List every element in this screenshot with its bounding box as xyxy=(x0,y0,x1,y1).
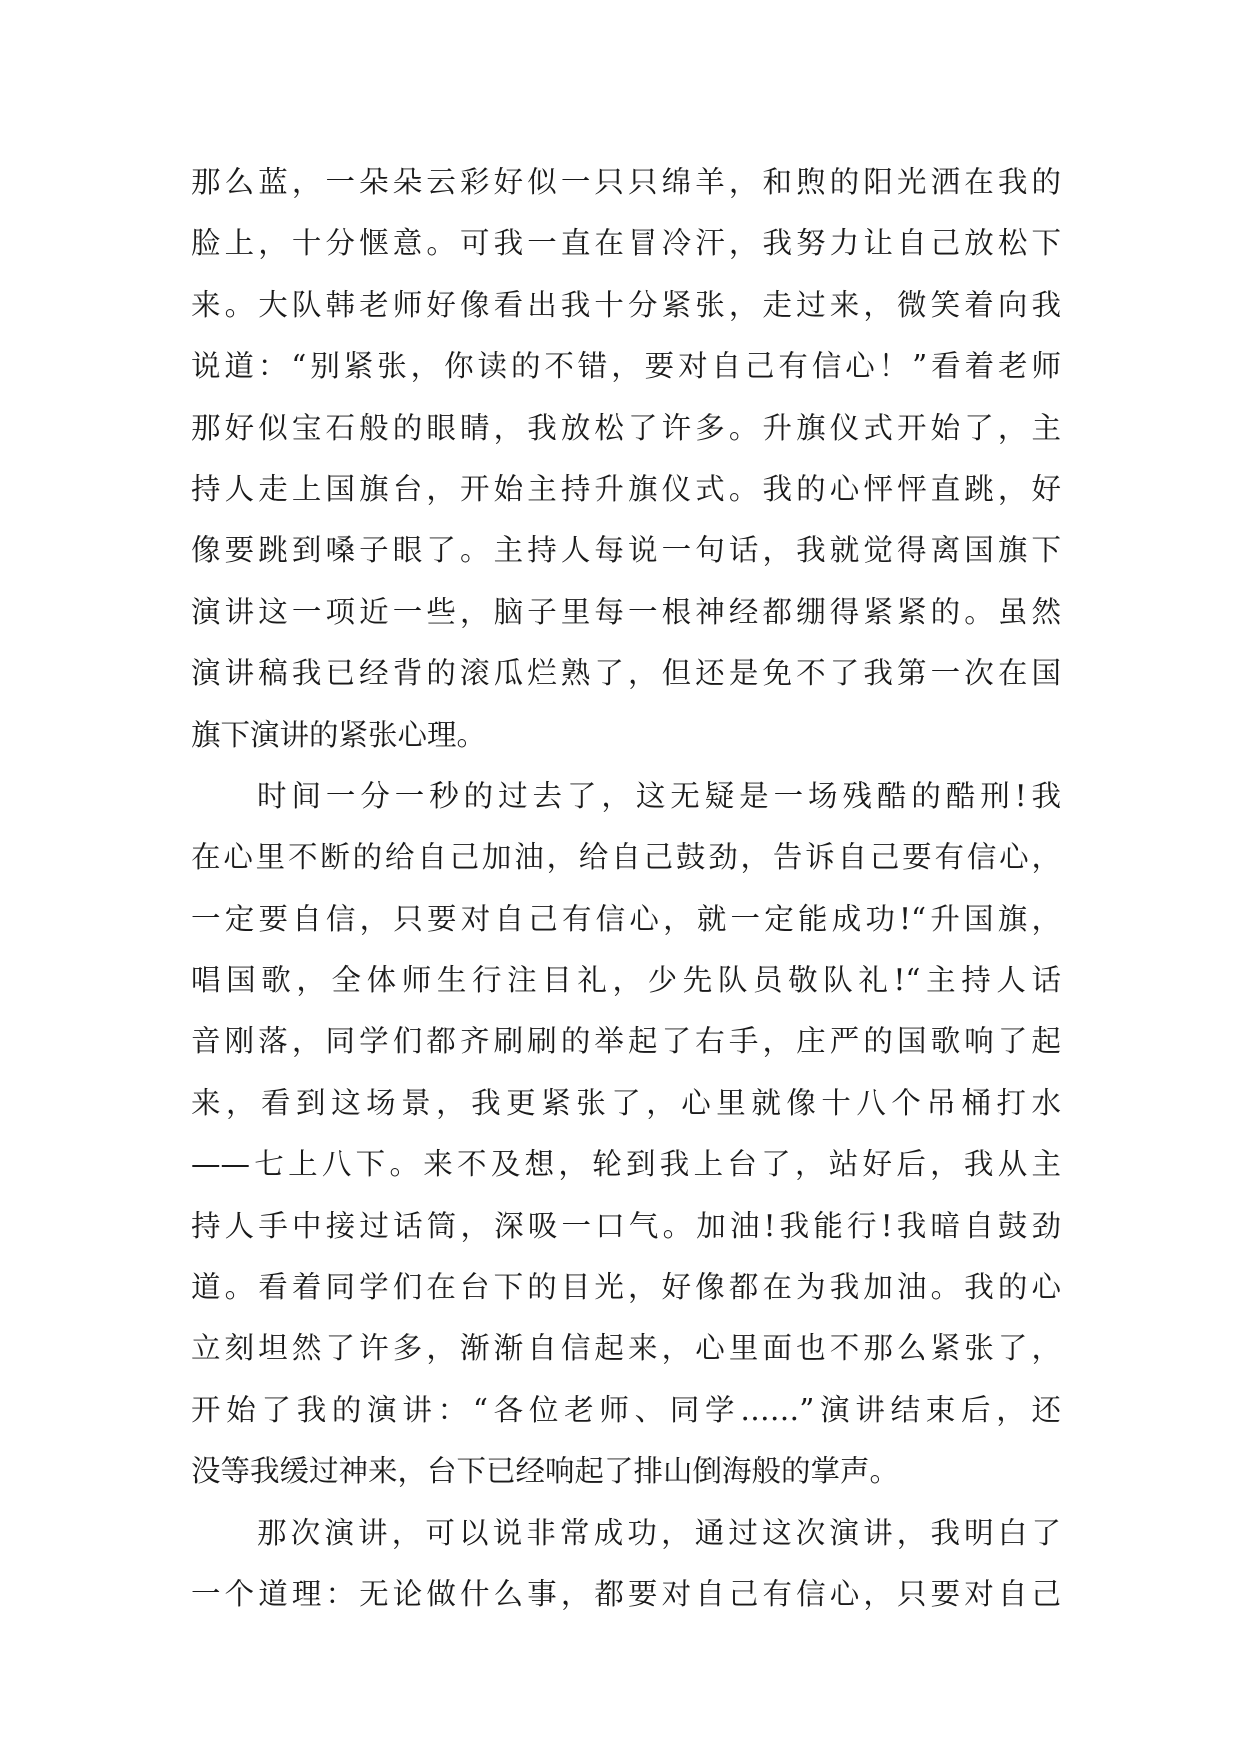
text-line: 那么蓝，一朵朵云彩好似一只只绵羊，和煦的阳光洒在我的 xyxy=(191,165,1061,199)
body-text xyxy=(191,152,1061,1625)
text-line: 脸上，十分惬意。可我一直在冒冷汗，我努力让自己放松下 xyxy=(191,226,1061,261)
text-line: 来。大队韩老师好像看出我十分紧张，走过来，微笑着向我 xyxy=(191,287,1061,322)
text-line: 演讲稿我已经背的滚瓜烂熟了，但还是免不了我第一次在国 xyxy=(191,656,1061,691)
text-line: 来，看到这场景，我更紧张了，心里就像十八个吊桶打水 xyxy=(191,1085,1061,1120)
text-line: 开始了我的演讲：“各位老师、同学……”演讲结束后，还 xyxy=(191,1392,1061,1427)
paragraph-end-line: 旗下演讲的紧张心理。 xyxy=(191,717,487,752)
text-line: 像要跳到嗓子眼了。主持人每说一句话，我就觉得离国旗下 xyxy=(191,533,1061,568)
text-line: 道。看着同学们在台下的目光，好像都在为我加油。我的心 xyxy=(191,1270,1061,1305)
text-line: 一个道理：无论做什么事，都要对自己有信心，只要对自己 xyxy=(191,1576,1061,1611)
text-line: 在心里不断的给自己加油，给自己鼓劲，告诉自己要有信心， xyxy=(191,840,1061,875)
text-line: 那好似宝石般的眼睛，我放松了许多。升旗仪式开始了，主 xyxy=(191,410,1061,445)
paragraph-end-line: 没等我缓过神来，台下已经响起了排山倒海般的掌声。 xyxy=(191,1454,900,1489)
text-line: 音刚落，同学们都齐刷刷的举起了右手，庄严的国歌响了起 xyxy=(191,1024,1061,1059)
text-line: 一定要自信，只要对自己有信心，就一定能成功!“升国旗， xyxy=(191,901,1061,936)
text-line: 唱国歌，全体师生行注目礼，少先队员敬队礼!“主持人话 xyxy=(191,963,1061,998)
text-line: 说道：“别紧张，你读的不错，要对自己有信心！”看着老师 xyxy=(191,349,1061,384)
text-line: 持人手中接过话筒，深吸一口气。加油!我能行!我暗自鼓劲 xyxy=(191,1208,1061,1243)
text-line: 持人走上国旗台，开始主持升旗仪式。我的心怦怦直跳，好 xyxy=(191,471,1061,506)
text-line: ——七上八下。来不及想，轮到我上台了，站好后，我从主 xyxy=(191,1147,1061,1182)
text-line: 演讲这一项近一些，脑子里每一根神经都绷得紧紧的。虽然 xyxy=(191,594,1061,629)
paragraph-start-line: 那次演讲，可以说非常成功，通过这次演讲，我明白了 xyxy=(257,1515,1061,1550)
paragraph-start-line: 时间一分一秒的过去了，这无疑是一场残酷的酷刑!我 xyxy=(257,778,1061,813)
text-line: 立刻坦然了许多，渐渐自信起来，心里面也不那么紧张了， xyxy=(191,1331,1061,1366)
